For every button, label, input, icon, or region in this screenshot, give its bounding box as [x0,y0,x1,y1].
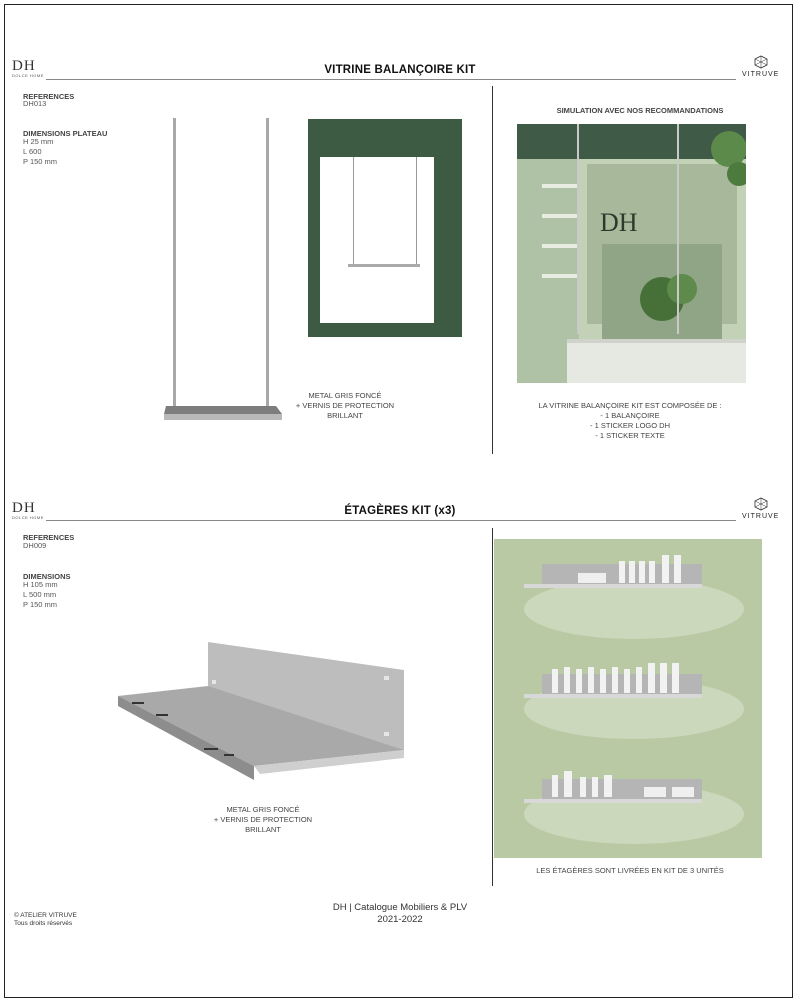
references-label: REFERENCES [23,92,75,101]
shelf-material-caption: METAL GRIS FONCÉ + VERNIS DE PROTECTION BRILLANT [213,805,313,834]
vitruve-wordmark: VITRUVE [742,71,780,78]
dh-logo: DH [12,58,36,74]
catalog-footer [300,902,500,926]
shelves-photo-caption: LES ÉTAGÈRES SONT LIVRÉES EN KIT DE 3 UNITÉS [536,866,724,875]
reference-value: DH013 [23,99,47,108]
dimension-depth: P 150 mm [23,157,58,166]
column-divider [492,86,493,454]
vitruve-emblem-icon [749,497,773,511]
dimensions-list [23,580,58,610]
dimension-length: L 500 mm [23,590,57,599]
dimension-height: H 105 mm [23,580,58,589]
swing-material-caption: METAL GRIS FONCÉ + VERNIS DE PROTECTION BRILLANT [295,391,395,420]
dimensions-label: DIMENSIONS PLATEAU [23,129,108,138]
composition-item: - 1 BALANÇOIRE [600,411,660,420]
composition-title: LA VITRINE BALANÇOIRE KIT EST COMPOSÉE DE : [538,401,722,410]
composition-item: - 1 STICKER LOGO DH [589,421,670,430]
vitruve-emblem-icon [749,55,773,69]
title-rule [46,79,736,80]
catalog-title: DH | Catalogue Mobiliers & PLV [332,902,468,913]
dimensions-list [23,137,57,167]
copyright-rights: Tous droits réservés [14,920,73,927]
shelves-photo [494,539,762,858]
copyright-owner: © ATELIER VITRUVE [14,912,77,919]
column-divider [492,528,493,886]
dh-logo: DH [12,500,36,516]
catalog-year: 2021-2022 [377,914,423,925]
copyright [14,912,77,928]
dimension-height: H 25 mm [23,137,54,146]
store-simulation-photo [517,124,746,383]
dh-logo-subtitle: DOLCE HOME [12,73,44,78]
dh-logo-subtitle: DOLCE HOME [12,515,44,520]
window-schematic [308,119,462,337]
title-rule [46,520,736,521]
section-title-vitrine: VITRINE BALANÇOIRE KIT [324,64,476,76]
vitruve-wordmark: VITRUVE [742,513,780,520]
dimensions-label: DIMENSIONS [23,572,71,581]
section-title-etageres: ÉTAGÈRES KIT (x3) [344,505,456,517]
references-label: REFERENCES [23,533,75,542]
reference-value: DH009 [23,541,47,550]
composition-list [530,411,730,441]
simulation-title: SIMULATION AVEC NOS RECOMMANDATIONS [556,106,724,115]
composition-caption [530,401,730,441]
photo-dh-logo: DH [600,208,638,237]
dimension-length: L 600 [23,147,42,156]
shelf-product-image [112,640,408,792]
dimension-depth: P 150 mm [23,600,58,609]
composition-item: - 1 STICKER TEXTE [595,431,665,440]
swing-product-image [160,114,290,426]
